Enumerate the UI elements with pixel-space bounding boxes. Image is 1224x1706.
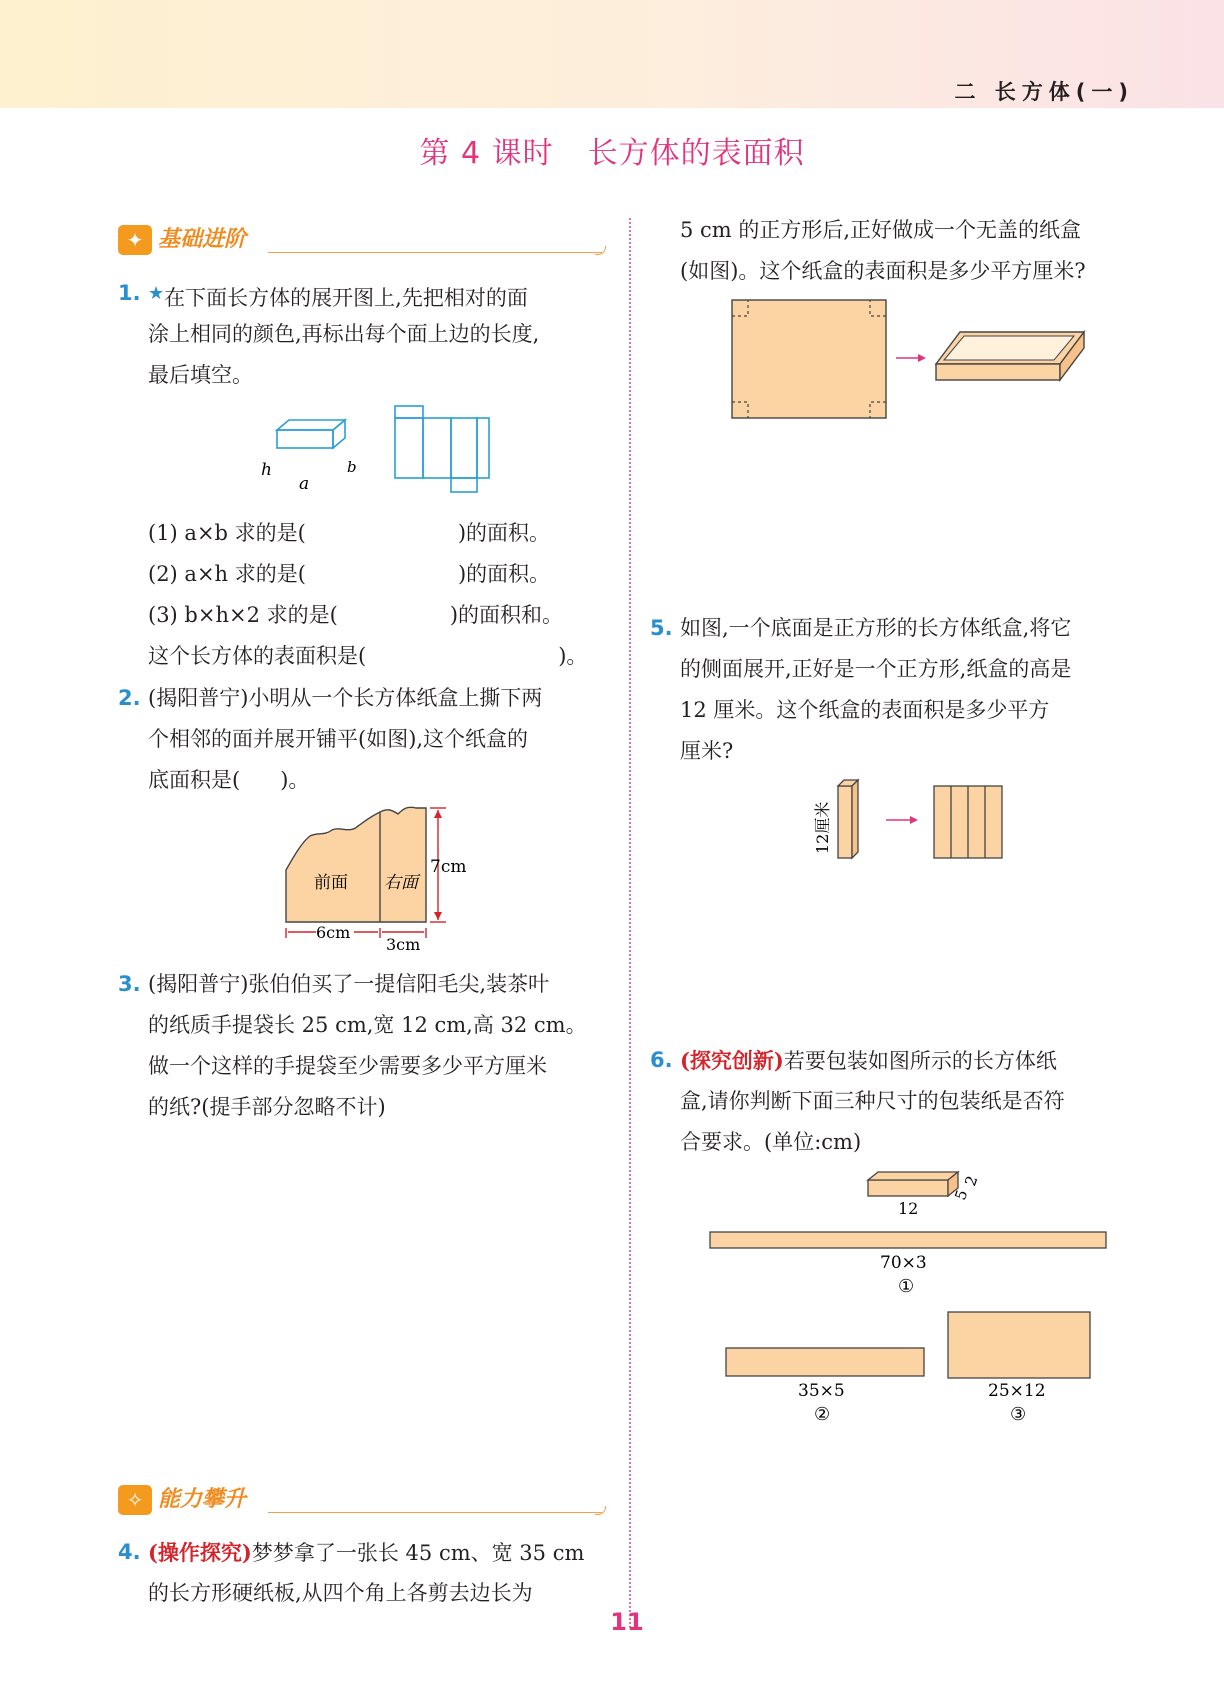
q2-number: 2.	[118, 686, 141, 710]
q4-figure	[728, 296, 1088, 424]
q1-line3: 最后填空。	[148, 363, 253, 387]
running-person-icon: ✦	[118, 225, 152, 255]
opt2-mark: ②	[814, 1404, 831, 1425]
lesson-title	[0, 128, 1224, 172]
q4-line1: (操作探究)梦梦拿了一张长 45 cm、宽 35 cm	[148, 1540, 585, 1565]
climbing-person-icon: ✧	[118, 1485, 152, 1515]
q6-figure	[700, 1166, 1120, 1436]
q6-line2: 盒,请你判断下面三种尺寸的包装纸是否符	[680, 1089, 1065, 1113]
star-icon: ★	[148, 283, 165, 304]
label-height: 12厘米	[813, 801, 832, 854]
section-advanced	[118, 1484, 602, 1520]
opt1-mark: ①	[898, 1276, 915, 1297]
tall-box-side	[852, 780, 858, 858]
q1-number: 1.	[118, 281, 141, 305]
q4-number: 4.	[118, 1540, 141, 1564]
label-height: 7cm	[430, 857, 467, 877]
section-rule-end	[595, 1506, 606, 1515]
q3-line3: 做一个这样的手提袋至少需要多少平方厘米	[148, 1054, 547, 1078]
q4-line3: 5 cm 的正方形后,正好做成一个无盖的纸盒	[680, 218, 1082, 242]
net-face-1	[395, 418, 423, 478]
q2-line3: 底面积是( )。	[148, 768, 310, 792]
q5-figure	[810, 776, 1010, 872]
opt3-mark: ③	[1010, 1404, 1027, 1425]
paper-option-2	[726, 1348, 924, 1376]
q3-line4: 的纸?(提手部分忽略不计)	[148, 1095, 386, 1119]
q6-number: 6.	[650, 1048, 673, 1072]
q3-number: 3.	[118, 972, 141, 996]
lesson-name: 长方体的表面积	[587, 136, 805, 171]
q1-sub3: (3) b×h×2 求的是( )的面积和。	[148, 603, 564, 627]
label-width2: 3cm	[386, 935, 421, 954]
q1-line1: ★在下面长方体的展开图上,先把相对的面	[148, 283, 528, 310]
q4-line4: (如图)。这个纸盒的表面积是多少平方厘米?	[680, 259, 1086, 283]
box-length: 12	[898, 1199, 919, 1218]
q4-line2: 的长方形硬纸板,从四个角上各剪去边长为	[148, 1581, 533, 1605]
net-face-2	[423, 418, 451, 478]
cuboid-front-face	[277, 430, 333, 448]
q5-line1: 如图,一个底面是正方形的长方体纸盒,将它	[680, 616, 1072, 640]
net-face-3	[451, 418, 477, 478]
q1-sub1: (1) a×b 求的是( )的面积。	[148, 521, 551, 545]
section-basic	[118, 224, 602, 260]
lesson-number: 第 4 课时	[419, 136, 554, 171]
chapter-title: 二 长方体(一)	[954, 80, 1134, 104]
opt2-size: 35×5	[798, 1381, 845, 1401]
label-front: 前面	[314, 873, 348, 893]
dim-h: h	[261, 460, 272, 480]
section-basic-label: 基础进阶	[158, 227, 247, 252]
tall-box-front	[838, 786, 852, 858]
column-divider	[629, 218, 631, 1628]
opt1-size: 70×3	[880, 1253, 927, 1273]
dim-b: b	[347, 458, 357, 476]
q5-line2: 的侧面展开,正好是一个正方形,纸盒的高是	[680, 657, 1072, 681]
page-number: 11	[610, 1608, 644, 1636]
opt3-size: 25×12	[988, 1381, 1046, 1401]
q1-sub4: 这个长方体的表面积是( )。	[148, 644, 588, 668]
net-top-flap	[395, 406, 423, 418]
q1-figure	[255, 402, 495, 502]
q1-line2: 涂上相同的颜色,再标出每个面上边的长度,	[148, 322, 540, 346]
section-rule	[268, 252, 602, 253]
q5-line3: 12 厘米。这个纸盒的表面积是多少平方	[680, 698, 1050, 722]
q2-figure	[280, 806, 480, 954]
box-height: 2	[961, 1173, 982, 1189]
open-box-inner	[944, 336, 1074, 360]
paper-option-3	[948, 1312, 1090, 1378]
paper-option-1	[710, 1232, 1106, 1248]
q2-line2: 个相邻的面并展开铺平(如图),这个纸盒的	[148, 727, 529, 751]
open-box-front	[936, 364, 1060, 380]
cuboid-side-face	[333, 420, 345, 448]
gift-box-top	[868, 1172, 958, 1180]
gift-box-front	[868, 1180, 948, 1196]
section-rule-end	[595, 246, 606, 255]
box-width: 5	[951, 1187, 972, 1203]
q3-line2: 的纸质手提袋长 25 cm,宽 12 cm,高 32 cm。	[148, 1013, 587, 1037]
torn-faces	[286, 807, 426, 922]
q6-line1: (探究创新)若要包装如图所示的长方体纸	[680, 1048, 1057, 1073]
label-width1: 6cm	[316, 923, 351, 942]
q1-sub2: (2) a×h 求的是( )的面积。	[148, 562, 551, 586]
section-advanced-label: 能力攀升	[158, 1487, 247, 1512]
dim-a: a	[299, 474, 310, 494]
net-face-4	[477, 418, 489, 478]
cardboard-sheet	[732, 300, 886, 418]
q3-line1: (揭阳普宁)张伯伯买了一提信阳毛尖,装茶叶	[148, 972, 550, 996]
q2-line1: (揭阳普宁)小明从一个长方体纸盒上撕下两	[148, 686, 543, 710]
label-right: 右面	[384, 873, 418, 893]
q6-line3: 合要求。(单位:cm)	[680, 1130, 862, 1154]
q5-line4: 厘米?	[680, 739, 734, 763]
net-bottom-flap	[451, 478, 477, 492]
section-rule	[268, 1512, 602, 1513]
q5-number: 5.	[650, 616, 673, 640]
